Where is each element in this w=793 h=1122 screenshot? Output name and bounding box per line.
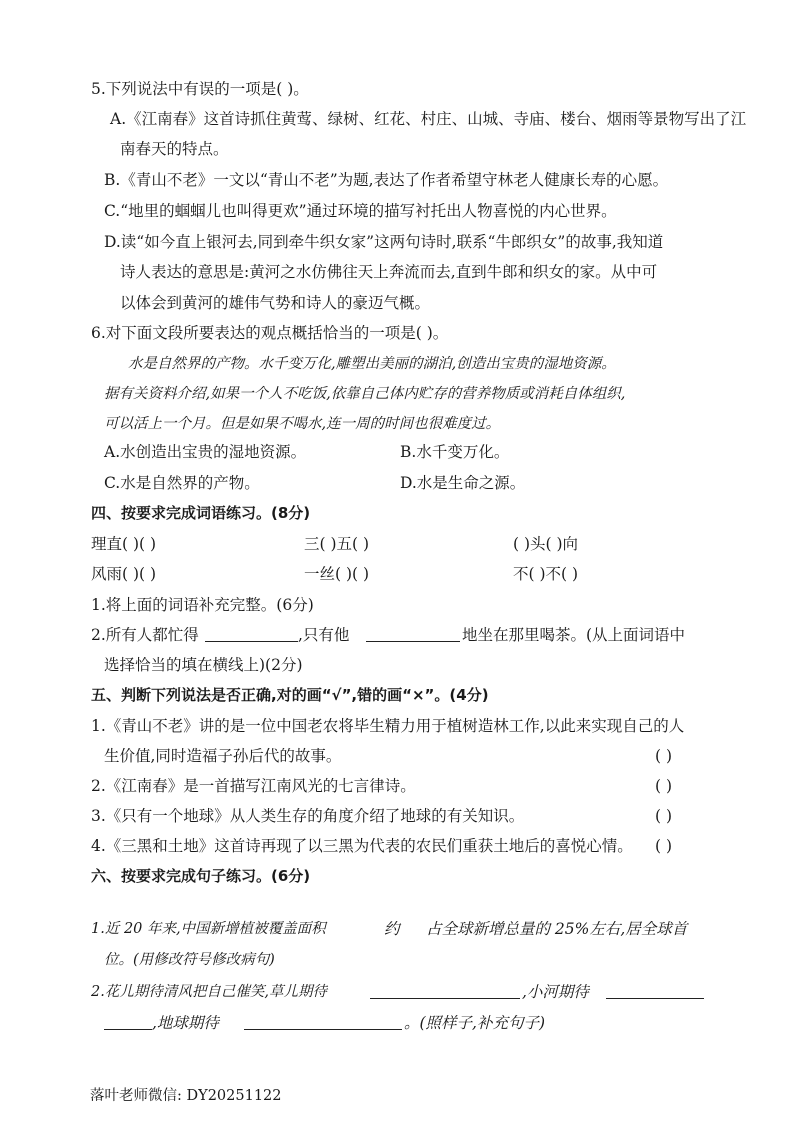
section-4-q1: 1.将上面的词语补充完整。(6分)	[91, 596, 314, 614]
section-4-q2-part4: 选择恰当的填在横线上)(2分)	[104, 656, 303, 674]
sentence-1-part1: 1.近 20 年来,中国新增植被覆盖面积	[91, 921, 326, 937]
idiom-5: 一丝( )( )	[304, 565, 370, 583]
q5-option-d-line2: 诗人表达的意思是:黄河之水仿佛往天上奔流而去,直到牛郎和织女的家。从中可	[120, 263, 658, 281]
judge-paren-4[interactable]: ( )	[655, 837, 673, 855]
q5-stem: 5.下列说法中有误的一项是( )。	[91, 80, 309, 98]
q5-option-d-line3: 以体会到黄河的雄伟气势和诗人的豪迈气概。	[120, 294, 431, 312]
q6-passage-line3: 可以活上一个月。但是如果不喝水,连一周的时间也很难度过。	[104, 416, 501, 432]
sentence-2-part3: ,地球期待	[152, 1014, 219, 1032]
sentence-2-part4: 。(照样子,补充句子)	[404, 1014, 546, 1032]
answer-blank[interactable]	[366, 641, 460, 642]
section-4-q2-part2: ,只有他	[298, 626, 350, 644]
idiom-4: 风雨( )( )	[91, 565, 157, 583]
answer-blank[interactable]	[205, 641, 298, 642]
q6-option-b: B.水千变万化。	[400, 443, 510, 461]
q6-option-a: A.水创造出宝贵的湿地资源。	[104, 443, 307, 461]
idiom-1: 理直( )( )	[91, 535, 157, 553]
idiom-2: 三( )五( )	[304, 535, 370, 553]
q5-option-a-line2: 南春天的特点。	[120, 140, 229, 158]
sentence-1-part3: 占全球新增总量的 25%左右,居全球首	[426, 920, 688, 938]
section-6-heading: 六、按要求完成句子练习。(6分)	[91, 867, 311, 885]
q5-option-d-line1: D.读“如今直上银河去,同到牵牛织女家”这两句诗时,联系“牛郎织女”的故事,我知道	[104, 233, 664, 251]
answer-blank[interactable]	[606, 998, 704, 999]
sentence-2-part2: ,小河期待	[522, 983, 589, 1001]
judge-item-3: 3.《只有一个地球》从人类生存的角度介绍了地球的有关知识。	[91, 807, 525, 825]
sentence-1-part2: 约	[384, 920, 400, 938]
q6-passage-line1: 水是自然界的产物。水千变万化,雕塑出美丽的湖泊,创造出宝贵的湿地资源。	[128, 356, 616, 372]
answer-blank[interactable]	[104, 1029, 152, 1030]
idiom-6: 不( )不( )	[513, 565, 579, 583]
judge-item-2: 2.《江南春》是一首描写江南风光的七言律诗。	[91, 777, 416, 795]
q5-option-a-line1: A.《江南春》这首诗抓住黄莺、绿树、红花、村庄、山城、寺庙、楼台、烟雨等景物写出了江	[110, 110, 747, 128]
q5-option-c: C.“地里的蝈蝈儿也叫得更欢”通过环境的描写衬托出人物喜悦的内心世界。	[104, 202, 617, 220]
footer-contact: 落叶老师微信: DY20251122	[90, 1088, 282, 1104]
q6-option-c: C.水是自然界的产物。	[104, 474, 260, 492]
section-5-heading: 五、判断下列说法是否正确,对的画“√”,错的画“×”。(4分)	[91, 686, 489, 704]
judge-paren-2[interactable]: ( )	[655, 777, 673, 795]
judge-item-1-line2: 生价值,同时造福子孙后代的故事。	[104, 747, 342, 765]
judge-item-1-line1: 1.《青山不老》讲的是一位中国老农将毕生精力用于植树造林工作,以此来实现自己的人	[91, 717, 685, 735]
section-4-heading: 四、按要求完成词语练习。(8分)	[91, 504, 311, 522]
sentence-1-part4: 位。(用修改符号修改病句)	[104, 952, 275, 968]
judge-paren-1[interactable]: ( )	[655, 747, 673, 765]
q6-stem: 6.对下面文段所要表达的观点概括恰当的一项是( )。	[91, 324, 449, 342]
q5-option-b: B.《青山不老》一文以“青山不老”为题,表达了作者希望守林老人健康长寿的心愿。	[104, 171, 669, 189]
judge-item-4: 4.《三黑和土地》这首诗再现了以三黑为代表的农民们重获土地后的喜悦心情。	[91, 837, 633, 855]
q6-option-d: D.水是生命之源。	[400, 474, 526, 492]
answer-blank[interactable]	[244, 1029, 402, 1030]
q6-passage-line2: 据有关资料介绍,如果一个人不吃饭,依靠自己体内贮存的营养物质或消耗自体组织,	[104, 386, 626, 402]
answer-blank[interactable]	[370, 998, 520, 999]
judge-paren-3[interactable]: ( )	[655, 807, 673, 825]
idiom-3: ( )头( )向	[513, 535, 579, 553]
sentence-2-part1: 2.花儿期待清风把自己催笑,草儿期待	[91, 984, 327, 1000]
section-4-q2-part3: 地坐在那里喝茶。(从上面词语中	[462, 626, 686, 644]
section-4-q2-part1: 2.所有人都忙得	[91, 626, 199, 644]
